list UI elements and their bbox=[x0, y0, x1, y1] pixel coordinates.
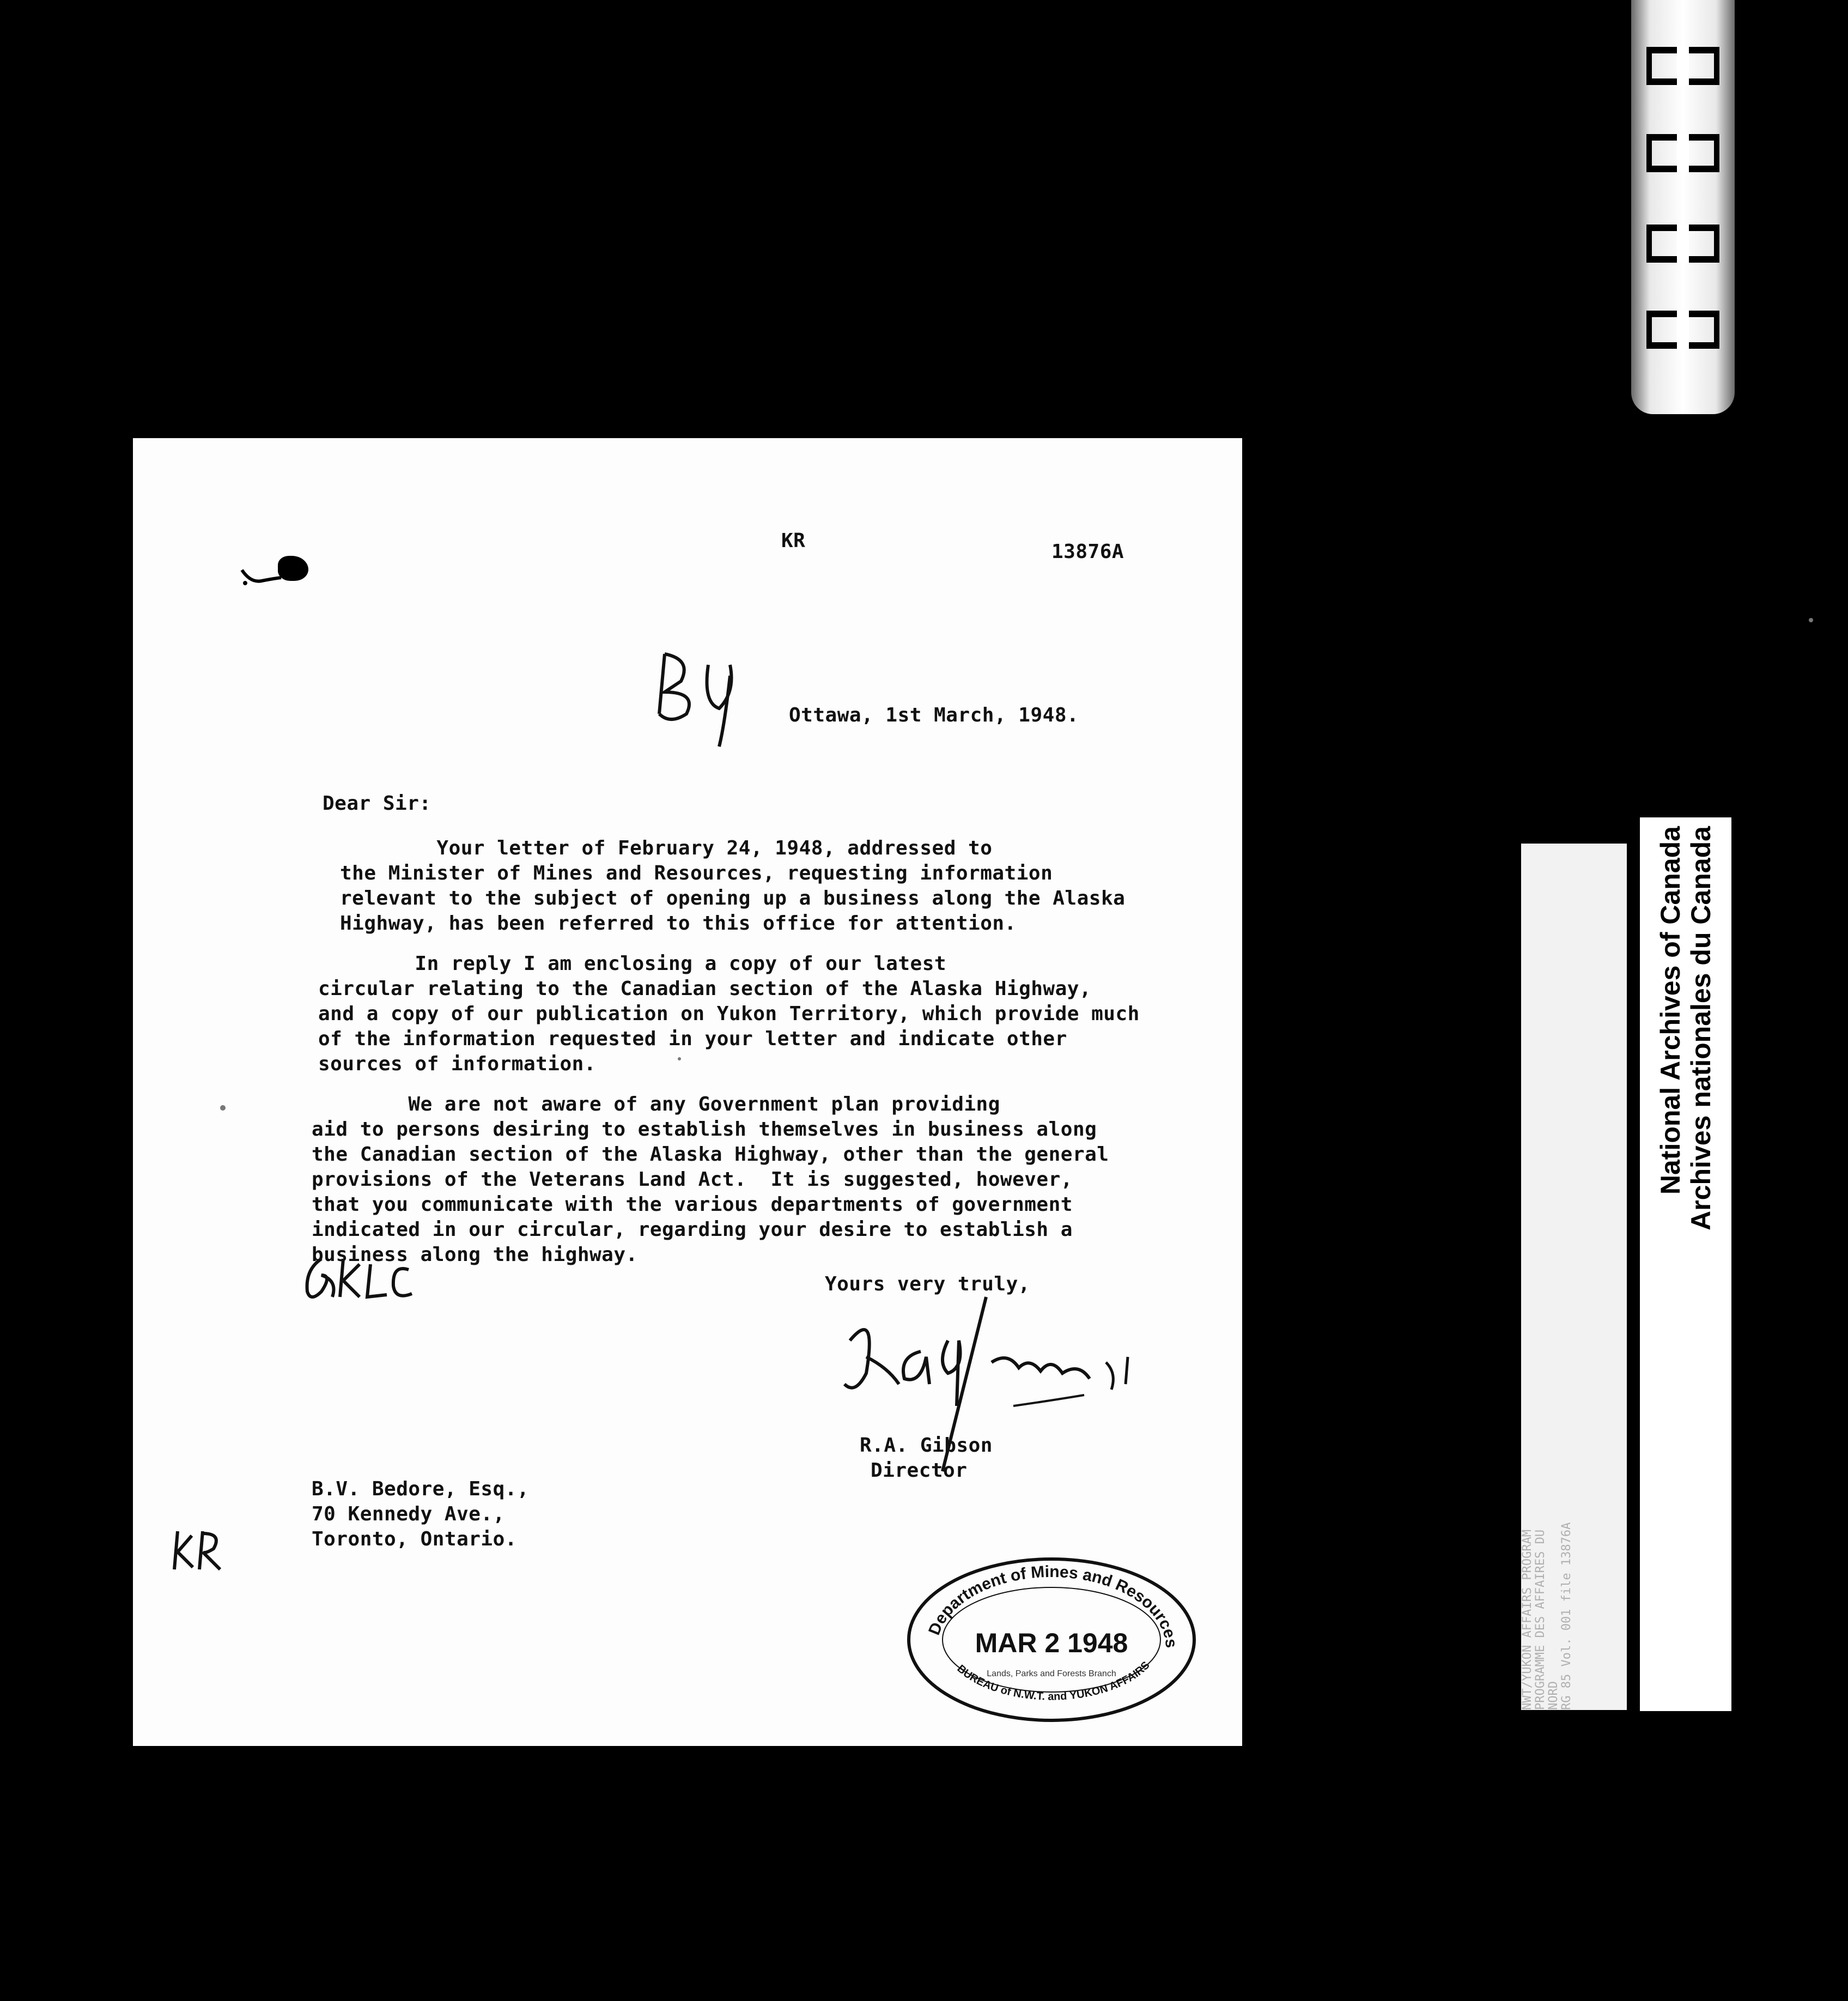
archive-reference-label bbox=[1521, 844, 1627, 1710]
dateline: Ottawa, 1st March, 1948. bbox=[789, 704, 1079, 726]
closing: Yours very truly, bbox=[825, 1273, 1030, 1295]
text-line: aid to persons desiring to establish themselves in business along bbox=[312, 1118, 1097, 1141]
text-line: business along the highway. bbox=[312, 1244, 638, 1266]
text-line: In reply I am enclosing a copy of our latest bbox=[318, 953, 947, 975]
paragraph-3 bbox=[312, 1092, 1109, 1268]
speck bbox=[1809, 618, 1813, 622]
text-line: relevant to the subject of opening up a business along the Alaska bbox=[340, 887, 1126, 909]
text-line: and a copy of our publication on Yukon Territory, which provide much bbox=[318, 1003, 1140, 1025]
text-line: that you communicate with the various departments of government bbox=[312, 1193, 1073, 1216]
address-line: B.V. Bedore, Esq., bbox=[312, 1478, 530, 1500]
paragraph-2 bbox=[318, 951, 1140, 1077]
ink-splatter bbox=[240, 567, 283, 589]
reference-line: NWT/YUKON AFFAIRS PROGRAM bbox=[1521, 1529, 1534, 1710]
archives-name-english: National Archives of Canada bbox=[1655, 826, 1686, 1195]
text-line: indicated in our circular, regarding your desire to establish a bbox=[312, 1218, 1073, 1241]
paragraph-1 bbox=[340, 836, 1125, 936]
text-line: the Canadian section of the Alaska Highway, other than the general bbox=[312, 1143, 1109, 1166]
handwritten-initials-top bbox=[648, 643, 752, 752]
salutation: Dear Sir: bbox=[323, 792, 431, 815]
text-line: Highway, has been referred to this office for attention. bbox=[340, 912, 1017, 935]
signer-name: R.A. Gibson bbox=[860, 1434, 993, 1457]
archives-name-french: Archives nationales du Canada bbox=[1686, 826, 1716, 1230]
reference-initials: KR bbox=[781, 530, 806, 552]
reference-line: RG 85 Vol. 001 file 13876A bbox=[1560, 1522, 1573, 1710]
text-line: sources of information. bbox=[318, 1053, 596, 1075]
reference-line: NORD bbox=[1547, 1681, 1560, 1710]
archives-canada-label bbox=[1640, 817, 1731, 1711]
file-number: 13876A bbox=[1051, 541, 1124, 563]
text-line: Your letter of February 24, 1948, addressed to bbox=[340, 837, 993, 859]
speck bbox=[220, 1105, 226, 1111]
stamp-bureau: BUREAU of N.W.T. and YUKON AFFAIRS bbox=[955, 1659, 1152, 1703]
text-line: provisions of the Veterans Land Act. It is suggested, however, bbox=[312, 1168, 1073, 1191]
archive-reference-text bbox=[1521, 844, 1627, 1710]
stamp-date: MAR 2 1948 bbox=[975, 1628, 1128, 1658]
film-mark bbox=[1646, 225, 1719, 263]
handwritten-initials-bottom bbox=[170, 1526, 230, 1575]
stamp-branch: Lands, Parks and Forests Branch bbox=[987, 1669, 1116, 1678]
svg-text:BUREAU of N.W.T. and YUKON AFF bbox=[955, 1659, 1152, 1703]
film-mark bbox=[1646, 311, 1719, 349]
film-mark bbox=[1646, 134, 1719, 172]
reference-line: PROGRAMME DES AFFAIRES DU bbox=[1534, 1529, 1547, 1710]
text-line: the Minister of Mines and Resources, requesting information bbox=[340, 862, 1053, 884]
text-line: circular relating to the Canadian section of the Alaska Highway, bbox=[318, 978, 1092, 1000]
film-mark bbox=[1646, 47, 1719, 85]
address-line: 70 Kennedy Ave., bbox=[312, 1503, 505, 1525]
received-stamp bbox=[904, 1555, 1199, 1724]
speck bbox=[678, 1057, 681, 1060]
stamp-department: Department of Mines and Resources bbox=[925, 1562, 1181, 1649]
text-line: We are not aware of any Government plan providing bbox=[312, 1093, 1000, 1115]
text-line: of the information requested in your letter and indicate other bbox=[318, 1028, 1067, 1050]
address-line: Toronto, Ontario. bbox=[312, 1528, 517, 1550]
film-strip bbox=[1631, 0, 1735, 414]
recipient-address bbox=[312, 1477, 529, 1552]
handwritten-initials-left bbox=[300, 1248, 420, 1308]
signer-title: Director bbox=[871, 1459, 968, 1482]
